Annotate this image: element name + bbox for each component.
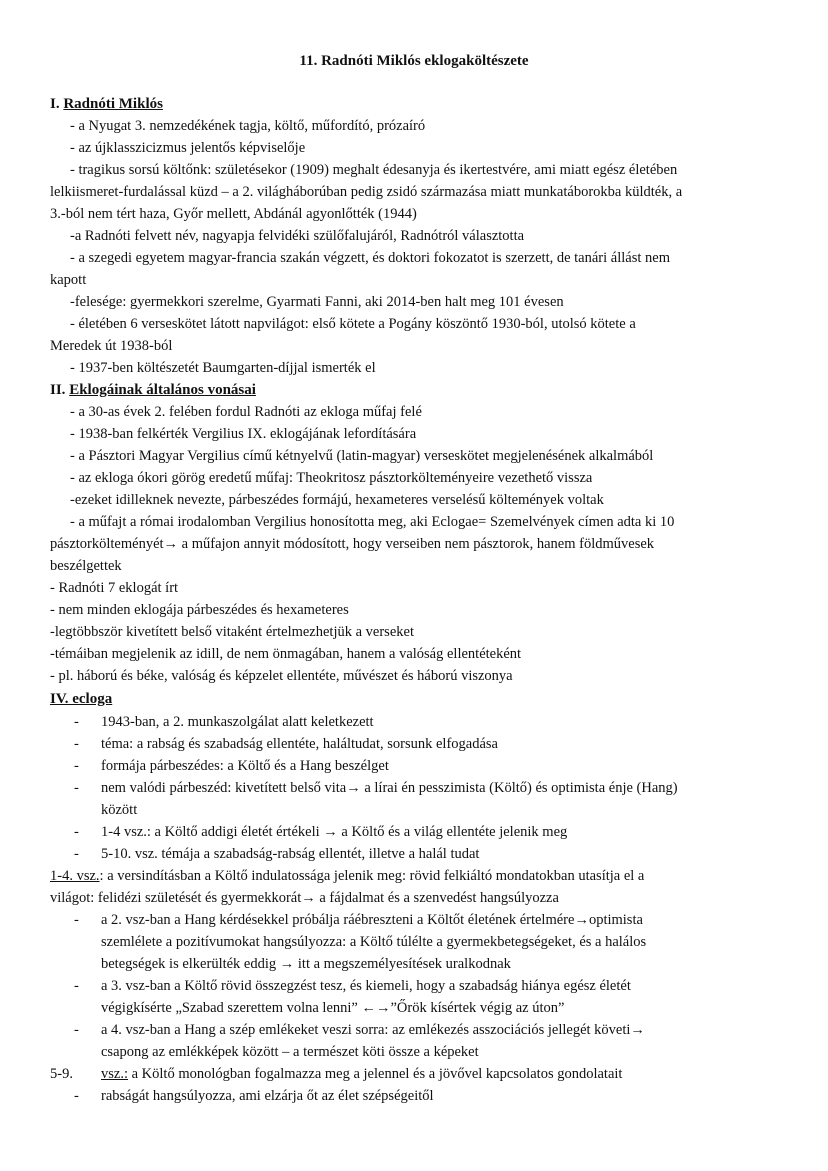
list-item-cont: végigkísérte „Szabad szerettem volna lenni” ←→”Őrök kísértek végig az úton” [101, 1000, 565, 1016]
ekloga-line: - a 30-as évek 2. felében fordul Radnóti az ekloga műfaj felé [70, 404, 422, 420]
bio-line: - tragikus sorsú költőnk: születésekor (1909) meghalt édesanyja és ikertestvére, ami miatt egész életében [70, 162, 678, 178]
bio-line: -a Radnóti felvett név, nagyapja felvidéki szülőfalujáról, Radnótról választotta [70, 228, 525, 244]
list-item: rabságát hangsúlyozza, ami elzárja őt az élet szépségeitől [101, 1088, 434, 1104]
section-1-title: Radnóti Miklós [63, 96, 163, 112]
list-item: a 2. vsz-ban a Hang kérdésekkel próbálja ráébreszteni a Költőt életének értelmére→optimista [101, 912, 643, 928]
list-dash: - [74, 824, 79, 840]
section-1-number: I. [50, 96, 60, 112]
ekloga-line-cont: pásztorkölteményét→ a műfajon annyit módosított, hogy verseiben nem pásztorok, hanem földművesek [50, 536, 655, 552]
verse-1-4-cont: világot: felidézi születését és gyermekkorát→ a fájdalmat és a szenvedést hangsúlyozza [50, 890, 559, 906]
list-dash: - [74, 846, 79, 862]
list-dash: - [74, 780, 79, 796]
page-title: 11. Radnóti Miklós eklogaköltészete [299, 53, 529, 69]
ekloga-line: - a Pásztori Magyar Vergilius című kétnyelvű (latin-magyar) verseskötet megjelenésének alkalmából [70, 448, 654, 464]
ekloga-point: - Radnóti 7 eklogát írt [50, 580, 179, 596]
list-dash: - [74, 1022, 79, 1038]
list-item: formája párbeszédes: a Költő és a Hang beszélget [101, 758, 389, 774]
list-dash: - [74, 1088, 79, 1104]
list-item: 5-10. vsz. témája a szabadság-rabság ellentét, illetve a halál tudat [101, 846, 480, 862]
list-dash: - [74, 736, 79, 752]
bio-line-cont: 3.-ból nem tért haza, Győr mellett, Abdánál agyonlőtték (1944) [50, 206, 417, 222]
list-item: 1-4 vsz.: a Költő addigi életét értékeli → a Költő és a világ ellentéte jelenik meg [101, 824, 568, 840]
list-dash: - [74, 912, 79, 928]
bio-line: - a Nyugat 3. nemzedékének tagja, költő, műfordító, prózaíró [70, 118, 426, 134]
ekloga-line: - 1938-ban felkérték Vergilius IX. eklogájának lefordítására [70, 426, 417, 442]
bio-line: - az újklasszicizmus jelentős képviselője [70, 140, 306, 156]
ekloga-line: - a műfajt a római irodalomban Vergilius honosította meg, aki Eclogae= Szemelvények címen adta ki 10 [70, 514, 675, 530]
list-dash: - [74, 978, 79, 994]
bio-line-cont: Meredek út 1938-ból [50, 338, 173, 354]
bio-line: - 1937-ben költészetét Baumgarten-díjjal ismerték el [70, 360, 376, 376]
verse-1-4-text: : a versindításban a Költő indulatossága jelenik meg: rövid felkiáltó mondatokban utasítja el a [99, 868, 645, 884]
section-1-heading [50, 93, 163, 115]
list-item-cont: között [101, 802, 138, 818]
section-3-heading [50, 688, 112, 710]
verse-5-9-number: 5-9. [50, 1066, 73, 1082]
verse-5-9-paragraph [101, 1063, 781, 1085]
ekloga-line-cont: beszélgettek [50, 558, 122, 574]
bio-line: - életében 6 verseskötet látott napvilágot: első kötete a Pogány köszöntő 1930-ból, utolsó kötete a [70, 316, 636, 332]
bio-line-cont: lelkiismeret-furdalással küzd – a 2. világháborúban pedig zsidó származása miatt munkatáborokba küldték, a [50, 184, 683, 200]
list-dash: - [74, 714, 79, 730]
verse-5-9-label: vsz.: [101, 1066, 128, 1082]
section-2-title: Eklogáinak általános vonásai [69, 382, 256, 398]
ekloga-line: - az ekloga ókori görög eredetű műfaj: Theokritosz pásztorkölteményeire vezethető vissza [70, 470, 593, 486]
list-item: a 4. vsz-ban a Hang a szép emlékeket veszi sorra: az emlékezés asszociációs jellegét követi→ [101, 1022, 645, 1038]
list-item: a 3. vsz-ban a Költő rövid összegzést tesz, és kiemeli, hogy a szabadság hiánya egész életét [101, 978, 631, 994]
section-2-heading [50, 379, 256, 401]
verse-1-4-paragraph [50, 865, 785, 887]
list-item-cont: szemlélete a pozitívumokat hangsúlyozza: a Költő túlélte a gyermekbetegségeket, és a halálos [101, 934, 647, 950]
list-item: nem valódi párbeszéd: kivetített belső vita→ a lírai én pesszimista (Költő) és optimista énje (Hang) [101, 780, 678, 796]
list-item-cont: betegségek is elkerülték eddig → itt a megszemélyesítések uralkodnak [101, 956, 511, 972]
list-item: téma: a rabság és szabadság ellentéte, haláltudat, sorsunk elfogadása [101, 736, 498, 752]
ekloga-point: -témáiban megjelenik az idill, de nem önmagában, hanem a valóság ellentéteként [50, 646, 522, 662]
ekloga-point: - nem minden eklogája párbeszédes és hexameteres [50, 602, 349, 618]
verse-5-9-text: a Költő monológban fogalmazza meg a jelennel és a jövővel kapcsolatos gondolatait [127, 1066, 623, 1082]
list-item: 1943-ban, a 2. munkaszolgálat alatt keletkezett [101, 714, 374, 730]
bio-line: -felesége: gyermekkori szerelme, Gyarmati Fanni, aki 2014-ben halt meg 101 évesen [70, 294, 564, 310]
list-item-cont: csapong az emlékképek között – a természet köti össze a képeket [101, 1044, 479, 1060]
section-3-title: IV. ecloga [50, 691, 113, 707]
section-2-number: II. [50, 382, 66, 398]
ekloga-point: - pl. háború és béke, valóság és képzelet ellentéte, művészet és háború viszonya [50, 668, 513, 684]
bio-line: - a szegedi egyetem magyar-francia szakán végzett, és doktori fokozatot is szerzett, de tanári állást nem [70, 250, 670, 266]
ekloga-line: -ezeket idilleknek nevezte, párbeszédes formájú, hexameteres verselésű költemények voltak [70, 492, 604, 508]
ekloga-point: -legtöbbször kivetített belső vitaként értelmezhetjük a verseket [50, 624, 414, 640]
bio-line-cont: kapott [50, 272, 87, 288]
list-dash: - [74, 758, 79, 774]
verse-1-4-label: 1-4. vsz. [50, 868, 100, 884]
